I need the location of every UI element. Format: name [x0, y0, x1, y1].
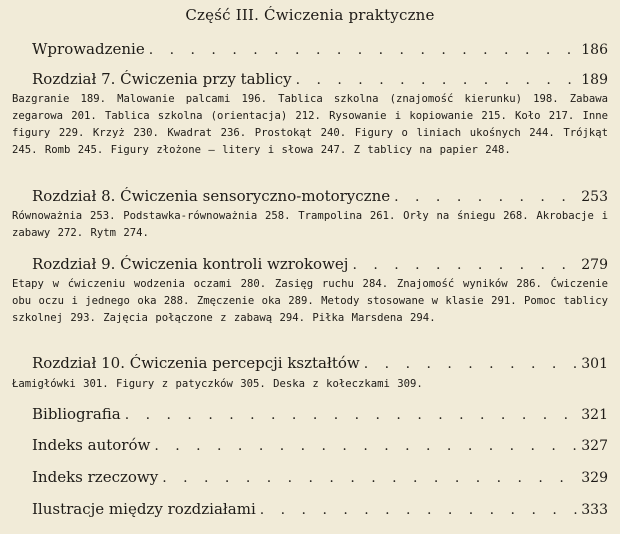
entry-title: Ilustracje między rozdziałami [32, 500, 256, 518]
entry-page: 186 [581, 42, 608, 58]
toc-entry-chapter-9 [32, 255, 608, 273]
chapter-8-subtopics: Równoważnia 253. Podstawka-równoważnia 258. Trampolina 261. Orły na śniegu 268. Akrobacje i zabawy 272. Rytm 274. [12, 210, 608, 239]
leader-dots [149, 42, 578, 58]
entry-title: Indeks autorów [32, 436, 151, 454]
chapter-title: Rozdział 8. Ćwiczenia sensoryczno-motoryczne [32, 187, 391, 205]
toc-entry-author-index [32, 436, 608, 454]
entry-title: Bibliografia [32, 405, 121, 423]
leader-dots [125, 407, 578, 423]
toc-entry-bibliography [32, 405, 608, 423]
leader-dots [394, 189, 577, 205]
toc-entry-illustrations [32, 500, 608, 518]
chapter-9-subtopics: Etapy w ćwiczeniu wodzenia oczami 280. Zasięg ruchu 284. Znajomość wyników 286. Ćwiczenie obu oczu i jednego oka 288. Zmęczenie oka 289. Metody stosowane w klasie 291. Pomoc tablicy szkolnej 293. Zajęcia połączone z zabawą 294. Piłka Marsdena 294. [12, 278, 608, 324]
toc-entry-chapter-7 [32, 70, 608, 88]
entry-page: 321 [581, 407, 608, 423]
leader-dots [296, 72, 578, 88]
toc-entry-chapter-8 [32, 187, 608, 205]
entry-page: 333 [581, 502, 608, 518]
toc-entry-chapter-10 [32, 354, 608, 372]
chapter-7-subtopics: Bazgranie 189. Malowanie palcami 196. Tablica szkolna (znajomość kierunku) 198. Zabawa zegarowa 201. Tablica szkolna (orientacja) 212. Rysowanie i kopiowanie 215. Koło 217. Inne figury 229. Krzyż 230. Kwadrat 236. Prostokąt 240. Figury o liniach ukośnych 244. Trójkąt 245. Romb 245. Figury złożone — litery i słowa 247. Z tablicy na papier 248. [12, 93, 608, 156]
entry-page: 327 [581, 438, 608, 454]
chapter-title: Rozdział 7. Ćwiczenia przy tablicy [32, 70, 292, 88]
chapter-10-subtopics: Łamigłówki 301. Figury z patyczków 305. Deska z kołeczkami 309. [12, 378, 423, 390]
part-title: Część III. Ćwiczenia praktyczne [185, 6, 435, 24]
entry-title: Indeks rzeczowy [32, 468, 159, 486]
entry-title: Wprowadzenie [32, 40, 145, 58]
leader-dots [162, 470, 577, 486]
toc-entry-intro [32, 40, 608, 58]
leader-dots [260, 502, 578, 518]
chapter-page: 253 [581, 189, 608, 205]
chapter-page: 279 [581, 257, 608, 273]
leader-dots [364, 356, 578, 372]
leader-dots [154, 438, 577, 454]
toc-entry-subject-index [32, 468, 608, 486]
chapter-title: Rozdział 9. Ćwiczenia kontroli wzrokowej [32, 255, 349, 273]
entry-page: 329 [581, 470, 608, 486]
chapter-page: 301 [581, 356, 608, 372]
leader-dots [352, 257, 577, 273]
chapter-page: 189 [581, 72, 608, 88]
chapter-title: Rozdział 10. Ćwiczenia percepcji kształtów [32, 354, 360, 372]
